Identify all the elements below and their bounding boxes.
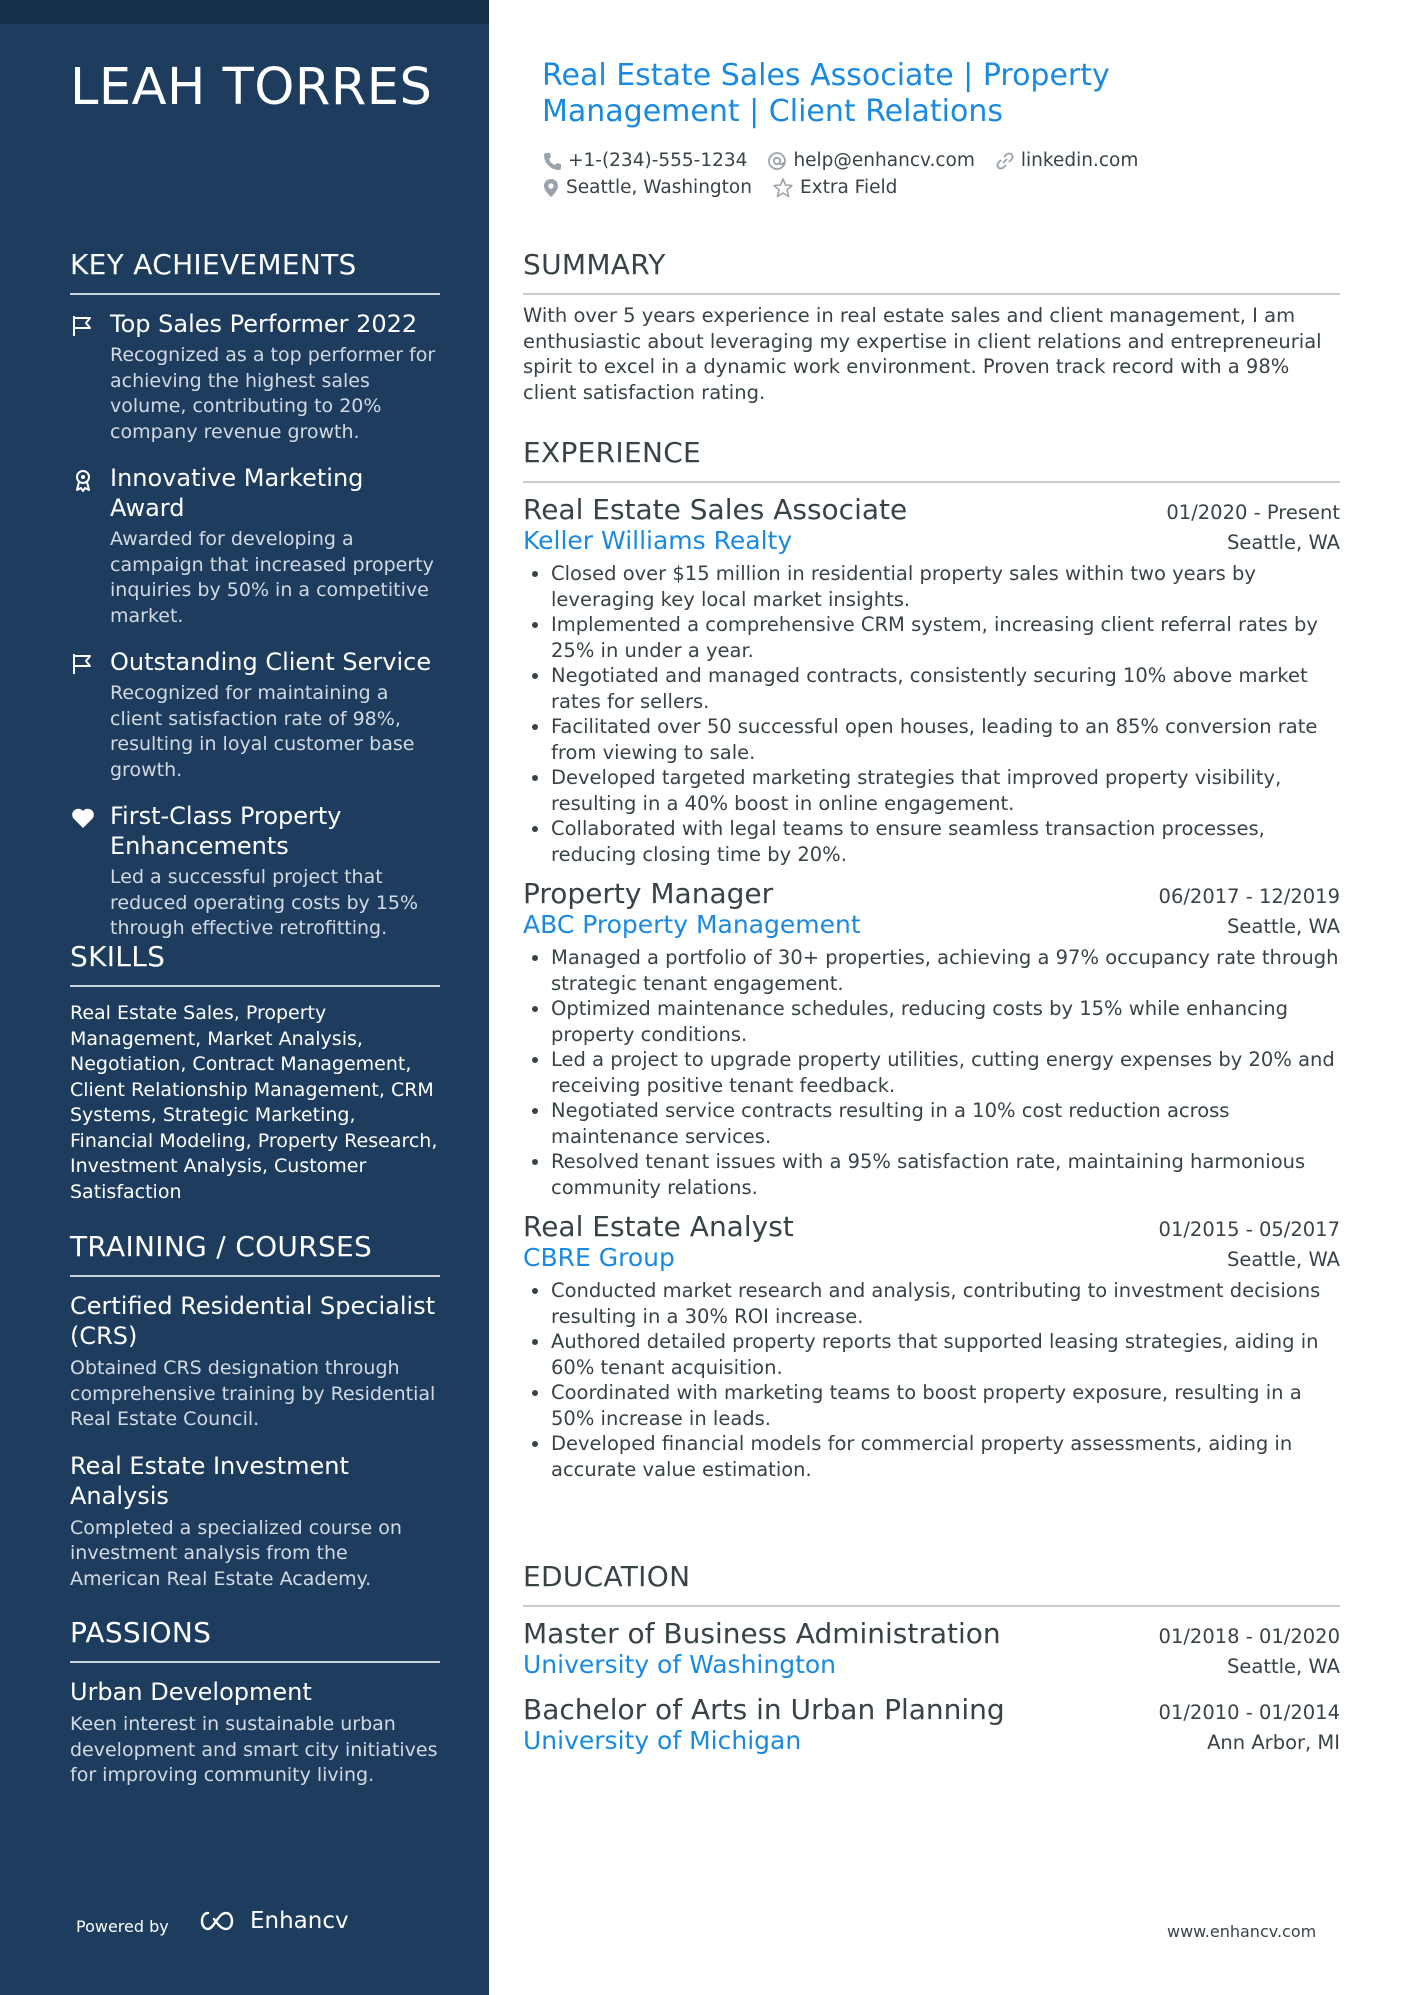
flag-icon [70,651,96,677]
enhancv-logo[interactable] [196,1908,349,1934]
school-location: Ann Arbor, MI [1207,1731,1340,1754]
job-dates: 01/2015 - 05/2017 [1158,1218,1340,1241]
job-location: Seattle, WA [1227,531,1340,554]
school-name: University of Michigan [523,1726,802,1755]
job-dates: 01/2020 - Present [1166,501,1340,524]
course-item [70,1451,440,1593]
bullet-item: • Conducted market research and analysis, contributing to investment decisions resulting in a 30% ROI increase. [551,1278,1340,1329]
key-achievements-section [70,248,440,960]
summary-text: With over 5 years experience in real estate sales and client management, I am enthusiastic about leveraging my expertise in client relations and entrepreneurial spirit to excel in a dynamic work environment. Proven track record with a 98% client satisfaction rating. [523,304,1322,404]
achievement-item [70,801,440,942]
education-entry [523,1617,1340,1679]
linkedin-text: linkedin.com [1020,150,1139,171]
skills-list: Real Estate Sales, Property Management, Market Analysis, Negotiation, Contract Management, Client Relationship Management, CRM Systems, Strategic Marketing, Financial Modeling, Property Research, Investment Analysis, Customer Satisfaction [70,1002,438,1203]
bullet-item: • Facilitated over 50 successful open houses, leading to an 85% conversion rate from viewing to sale. [551,714,1340,765]
contact-extra [772,177,897,198]
section-heading-passions: PASSIONS [70,1616,440,1663]
bullet-item: • Coordinated with marketing teams to boost property exposure, resulting in a 50% increase in leads. [551,1380,1340,1431]
phone-text: +1-(234)-555-1234 [568,150,748,171]
school-name: University of Washington [523,1650,837,1679]
job-location: Seattle, WA [1227,915,1340,938]
school-location: Seattle, WA [1227,1655,1340,1678]
course-title: Certified Residential Specialist (CRS) [70,1292,436,1350]
bullet-item: • Developed financial models for commercial property assessments, aiding in accurate value estimation. [551,1431,1340,1482]
link-icon [995,151,1015,171]
achievement-title: Outstanding Client Service [110,648,432,676]
contact-row-1 [542,150,1158,171]
job-bullets [523,945,1340,1200]
bullet-item: • Implemented a comprehensive CRM system, increasing client referral rates by 25% in under a year. [551,612,1340,663]
course-title: Real Estate Investment Analysis [70,1451,349,1510]
course-item [70,1291,440,1433]
email-text: help@enhancv.com [793,150,975,171]
achievement-desc: Led a successful project that reduced operating costs by 15% through effective retrofitting. [110,866,419,939]
passion-desc: Keen interest in sustainable urban development and smart city initiatives for improving community living. [70,1713,438,1786]
achievement-item [70,647,440,783]
education-entry [523,1693,1340,1755]
star-icon [772,178,794,198]
achievement-desc: Awarded for developing a campaign that increased property inquiries by 50% in a competitive market. [110,528,434,627]
achievement-title: First-Class Property Enhancements [110,802,342,860]
bullet-item: • Collaborated with legal teams to ensure seamless transaction processes, reducing closing time by 20%. [551,816,1340,867]
degree-title: Bachelor of Arts in Urban Planning [523,1693,1005,1726]
section-heading-summary: SUMMARY [523,248,1340,295]
job-bullets [523,1278,1340,1482]
company-name: ABC Property Management [523,910,861,939]
section-heading-training: TRAINING / COURSES [70,1230,440,1277]
skills-section [70,940,440,1205]
contact-email[interactable] [767,150,974,171]
contact-linkedin[interactable] [995,150,1138,171]
achievement-desc: Recognized for maintaining a client satisfaction rate of 98%, resulting in loyal customer base growth. [110,682,415,781]
brand-name: Enhancv [250,1908,349,1934]
course-desc: Obtained CRS designation through comprehensive training by Residential Real Estate Council. [70,1357,436,1430]
training-section [70,1230,440,1610]
company-name: CBRE Group [523,1243,675,1272]
headline: Real Estate Sales Associate | Property Management | Client Relations [542,58,1110,129]
bullet-item: • Negotiated service contracts resulting in a 10% cost reduction across maintenance services. [551,1098,1340,1149]
section-heading-achievements: KEY ACHIEVEMENTS [70,248,440,295]
job-bullets [523,561,1340,867]
education-dates: 01/2010 - 01/2014 [1158,1701,1340,1724]
job-location: Seattle, WA [1227,1248,1340,1271]
powered-by-label: Powered by [76,1917,169,1936]
education-dates: 01/2018 - 01/2020 [1158,1625,1340,1648]
achievement-title: Top Sales Performer 2022 [110,310,418,338]
achievement-item [70,463,440,629]
job-title: Property Manager [523,877,774,910]
course-desc: Completed a specialized course on investment analysis from the American Real Estate Academy. [70,1516,402,1590]
bullet-item: • Authored detailed property reports that supported leasing strategies, aiding in 60% tenant acquisition. [551,1329,1340,1380]
heart-icon [70,805,96,831]
job-entry [523,877,1340,1200]
achievement-desc: Recognized as a top performer for achieving the highest sales volume, contributing to 20% company revenue growth. [110,344,436,443]
contact-location [542,177,752,198]
passions-section [70,1616,440,1807]
passion-item [70,1677,440,1789]
section-heading-experience: EXPERIENCE [523,436,1340,483]
job-entry [523,493,1340,867]
job-title: Real Estate Sales Associate [523,493,908,526]
flag-icon [70,313,96,339]
bullet-item: • Managed a portfolio of 30+ properties, achieving a 97% occupancy rate through strategic tenant engagement. [551,945,1340,996]
experience-section [523,436,1340,1482]
location-text: Seattle, Washington [566,177,752,198]
bullet-item: • Developed targeted marketing strategies that improved property visibility, resulting in a 40% boost in online engagement. [551,765,1340,816]
bullet-item: • Resolved tenant issues with a 95% satisfaction rate, maintaining harmonious community relations. [551,1149,1340,1200]
candidate-name: LEAH TORRES [70,58,433,117]
footer-url[interactable]: www.enhancv.com [1167,1922,1317,1941]
extra-field-text: Extra Field [799,177,898,198]
passion-title: Urban Development [70,1678,312,1706]
company-name: Keller Williams Realty [523,526,793,555]
bullet-item: • Negotiated and managed contracts, consistently securing 10% above market rates for sellers. [551,663,1340,714]
section-heading-skills: SKILLS [70,940,440,987]
contact-phone[interactable] [542,150,747,171]
job-entry [523,1210,1340,1482]
job-title: Real Estate Analyst [523,1210,794,1243]
bullet-item: • Optimized maintenance schedules, reducing costs by 15% while enhancing property conditions. [551,996,1340,1047]
at-icon [767,151,787,171]
phone-icon [542,151,562,171]
degree-title: Master of Business Administration [523,1617,1001,1650]
section-heading-education: EDUCATION [523,1560,1340,1607]
job-dates: 06/2017 - 12/2019 [1158,885,1340,908]
summary-section [523,248,1340,405]
location-pin-icon [542,178,560,198]
achievement-item [70,309,440,445]
award-icon [70,467,96,493]
education-section [523,1560,1340,1755]
sidebar-top-band [0,0,489,24]
contact-row-2 [542,177,917,198]
enhancv-logo-icon [196,1909,242,1933]
bullet-item: • Closed over $15 million in residential property sales within two years by leveraging key local market insights. [551,561,1340,612]
achievement-title: Innovative Marketing Award [110,464,364,522]
bullet-item: • Led a project to upgrade property utilities, cutting energy expenses by 20% and receiving positive tenant feedback. [551,1047,1340,1098]
